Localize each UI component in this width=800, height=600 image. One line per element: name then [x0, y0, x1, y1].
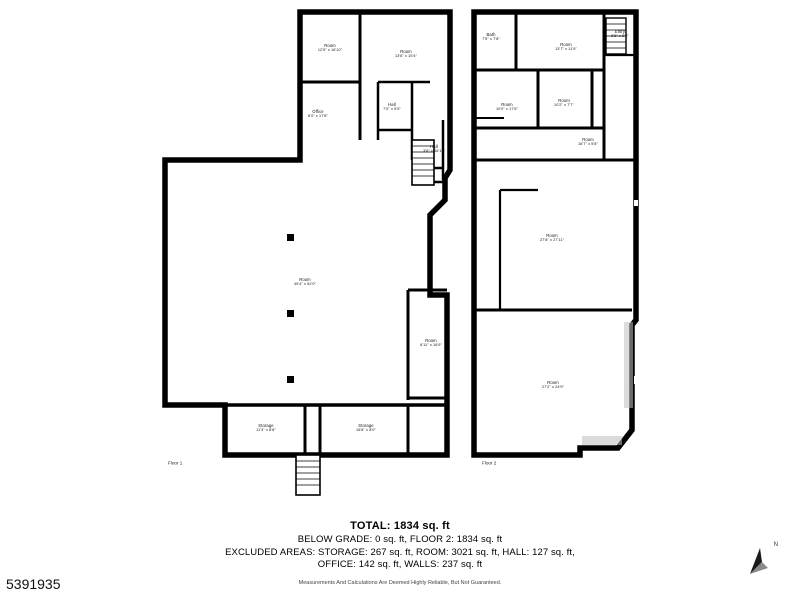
- disclaimer-text: Measurements And Calculations Are Deemed Highly Reliable, But Not Guaranteed.: [298, 580, 502, 586]
- room-name: Room: [547, 380, 559, 386]
- column-marker: [287, 376, 294, 383]
- column-marker: [287, 234, 294, 241]
- room-name: Room: [546, 233, 558, 239]
- room-dimensions: 16'8" x 8'0": [356, 428, 376, 433]
- room-name: Entry: [614, 29, 626, 35]
- compass-north-label: N: [773, 542, 778, 548]
- room-dimensions: 27'8" x 27'11": [539, 238, 565, 243]
- column-marker: [287, 310, 294, 317]
- room-dimensions: 12'5" x 16'10": [317, 48, 343, 53]
- floor-tag: Floor 1: [168, 460, 183, 466]
- room-name: Hall: [430, 144, 438, 150]
- room-dimensions: 8'0" x 17'8": [308, 114, 328, 119]
- excluded-areas-line-1: EXCLUDED AREAS: STORAGE: 267 sq. ft, ROOM: 3021 sq. ft, HALL: 127 sq. ft,: [225, 546, 575, 558]
- room-dimensions: 16'7" x 5'8": [578, 142, 598, 147]
- room-dimensions: 49'4" x 52'0": [293, 282, 317, 287]
- room-dimensions: 11'3" x 8'8": [256, 428, 276, 433]
- below-grade-line: BELOW GRADE: 0 sq. ft, FLOOR 2: 1834 sq. ft: [297, 534, 503, 545]
- room-name: Room: [582, 137, 594, 143]
- room-dimensions: 3'6" x 16'11": [423, 149, 445, 154]
- area-summary: [0, 520, 800, 572]
- room-name: Room: [324, 43, 336, 49]
- room-dimensions: 13'6" x 15'4": [394, 54, 418, 59]
- room-name: Room: [558, 98, 570, 104]
- room-dimensions: 13'7" x 11'9": [555, 47, 577, 52]
- room-dimensions: 8'5" x 5'9": [611, 34, 629, 39]
- room-name: Room: [400, 49, 412, 55]
- room-dimensions: 6'11" x 16'9": [420, 343, 442, 348]
- room-name: Room: [425, 338, 437, 344]
- room-name: Storage: [358, 423, 374, 429]
- room-name: Room: [560, 42, 572, 48]
- floor-tag: Floor 2: [482, 460, 497, 466]
- room-dimensions: 7'0" x 5'5": [383, 107, 401, 112]
- room-name: Storage: [258, 423, 274, 429]
- room-name: Hall: [388, 102, 396, 108]
- listing-id: 5391935: [6, 576, 61, 592]
- room-dimensions: 10'2" x 7'7": [554, 103, 574, 108]
- total-area-line: TOTAL: 1834 sq. ft: [350, 520, 450, 532]
- room-dimensions: 10'0" x 17'6": [495, 107, 519, 112]
- room-dimensions: 27'2" x 24'9": [541, 385, 565, 390]
- floor-2-plan: [474, 12, 636, 455]
- staircase-entry: [606, 18, 626, 54]
- room-name: Bath: [486, 32, 496, 38]
- excluded-areas-line-2: OFFICE: 142 sq. ft, WALLS: 237 sq. ft: [317, 559, 483, 570]
- floor-1-plan: [165, 12, 450, 495]
- room-name: Office: [312, 109, 324, 115]
- room-name: Room: [501, 102, 513, 108]
- room-dimensions: 7'5" x 7'8": [482, 37, 500, 42]
- staircase-floor-1-upper: [412, 140, 434, 185]
- staircase-floor-1-lower: [296, 455, 320, 495]
- floor-2-outline: [474, 12, 636, 455]
- compass-rose: [744, 542, 778, 578]
- room-name: Room: [299, 277, 311, 283]
